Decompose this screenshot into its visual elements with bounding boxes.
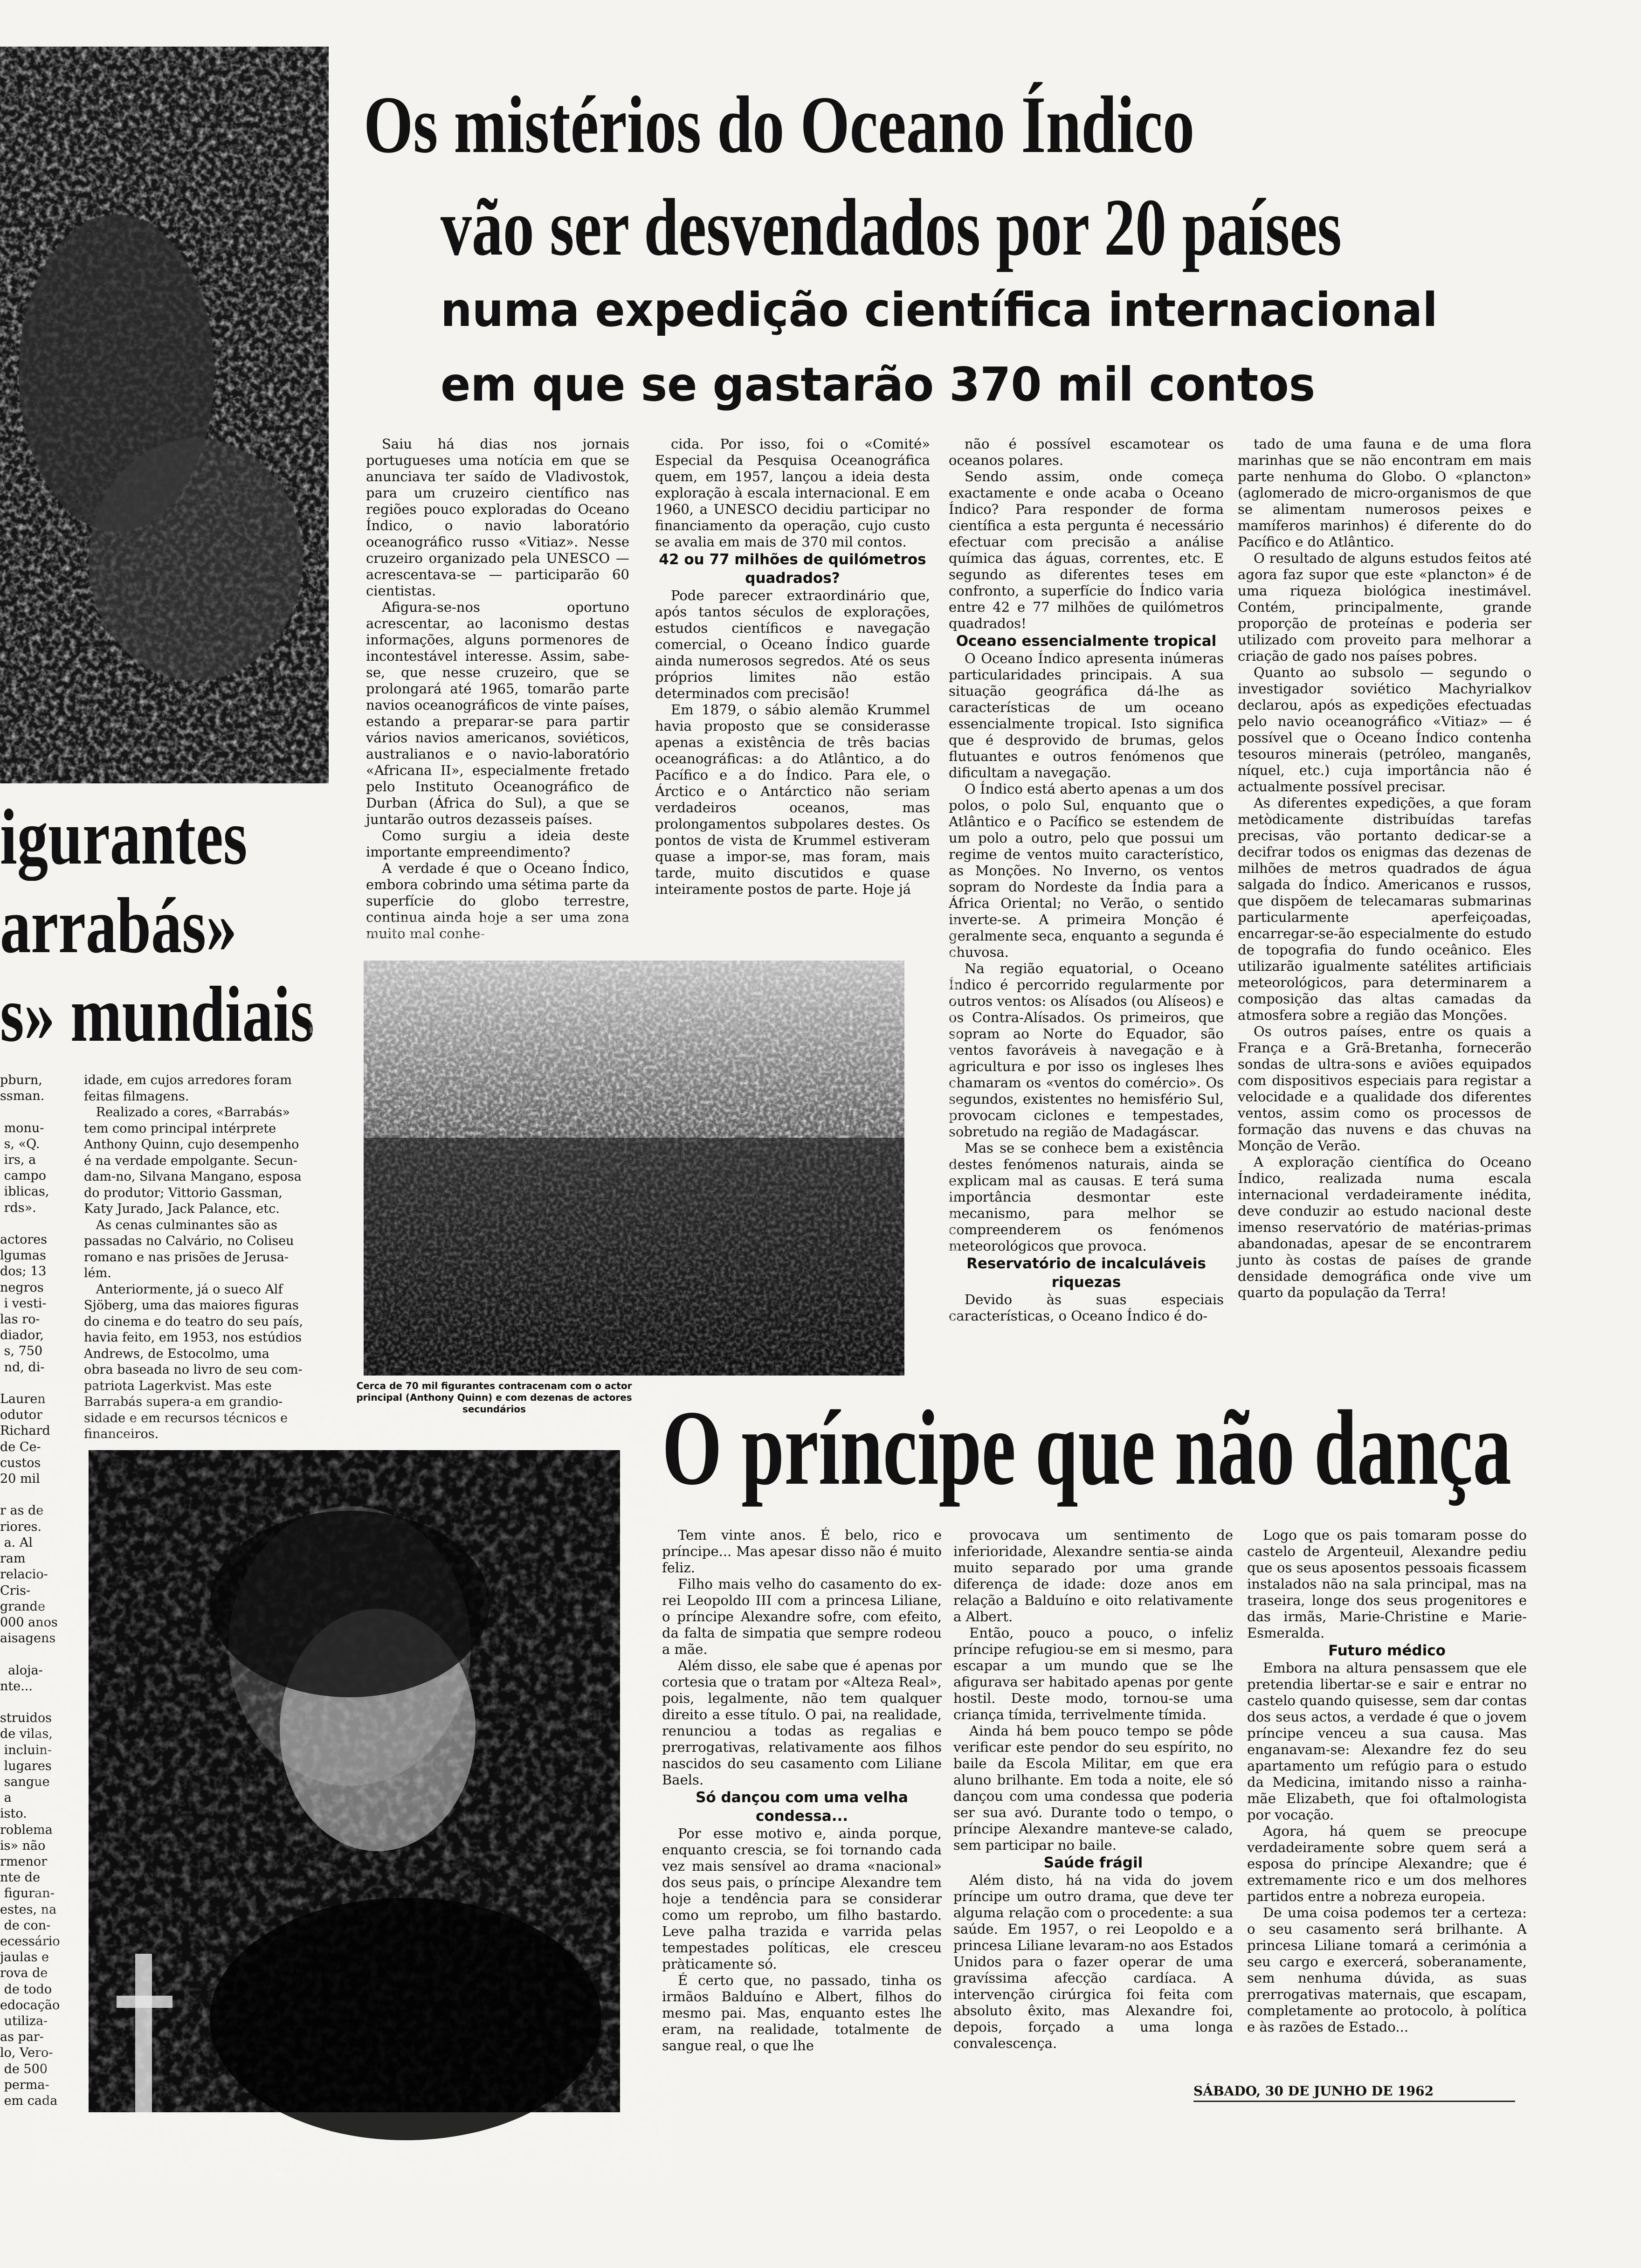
oceano-paragraph: Na região equatorial, o Oceano Índico é percorrido regularmente por outros ventos: os Alísados (ou Alíseos) e os Contra-Alísados. Os primeiros, que sopram ao Norte do Equador, são ventos favoráveis à navegação e à agricultura e por isso os ingleses lhes chamaram os «ventos do comércio». Os segundos, existentes no hemisfério Sul, provocam ciclones e tempestades, sobretudo na região de Madagáscar.: [949, 961, 1224, 1140]
prince-column-3: [1247, 1527, 1527, 2098]
barrabas-headline-line3: s» mundiais: [0, 970, 315, 1058]
crowd-photo: [364, 961, 904, 1376]
prince-subheading: Futuro médico: [1328, 1642, 1446, 1659]
oceano-subheading: Reservatório de incalculáveis riquezas: [966, 1255, 1206, 1291]
barrabas-headline-line1: igurantes: [0, 793, 248, 881]
prince-photo: [89, 1450, 620, 2112]
prince-paragraph: provocava um sentimento de inferioridade, Alexandre sentia-se ainda muito separado por uma grande diferença de idade: doze anos em relação a Balduíno e oito relativamente a Albert.: [953, 1527, 1233, 1625]
barrabas-text-col-a: pburn, ssman. monu- s, «Q. irs, a campo iblicas, rds». actores lgumas dos; 13 negros i vesti- las ro- diador, s, 750 nd, di- Lauren odutor Richard de Ce- custos 20 mil r as de riores. a. Al ram relacio- Cris- grande 000 anos aisagens aloja- nte... struidos de vilas, incluin- lugares sangue a isto. roblema is» não rmenor nte de figuran- estes, na de con- ecessário jaulas e rova de de todo edocação utiliza- as par- lo, Vero- de 500 perma- em cada: [0, 1073, 60, 2108]
prince-subheading: Só dançou com uma velha condessa...: [696, 1789, 908, 1825]
prince-paragraph: Então, pouco a pouco, o infeliz príncipe refugiou-se em si mesmo, para escapar a um mundo que se lhe afigurava ser habitado apenas por gente hostil. Deste modo, tornou-se uma criança tímida, terrivelmente tímida.: [953, 1625, 1233, 1722]
prince-paragraph: Ainda há bem pouco tempo se pôde verificar este pendor do seu espírito, no baile da Escola Militar, em que era aluno brilhante. Em toda a noite, ele só dançou com uma condessa que poderia ser sua avó. Durante todo o tempo, o príncipe Alexandre manteve-se calado, sem participar no baile.: [953, 1723, 1233, 1853]
prince-paragraph: Agora, há quem se preocupe verdadeiramente sobre quem será a esposa do príncipe Alexandre; que é extremamente rico e um dos melhores partidos entre a nobreza europeia.: [1247, 1823, 1527, 1904]
oceano-paragraph: O Oceano Índico apresenta inúmeras particularidades principais. A sua situação geográfica dá-lhe as características de um oceano essencialmente tropical. Isto significa que é desprovido de brumas, gelos flutuantes e outros fenómenos que dificultam a navegação.: [949, 650, 1224, 781]
crowd-photo-texture: [364, 961, 904, 1376]
oceano-column-2: [655, 436, 930, 928]
oceano-paragraph: Devido às suas especiais características, o Oceano Índico é do-: [949, 1292, 1224, 1324]
oceano-paragraph: Pode parecer extraordinário que, após tantos séculos de explorações, estudos científicos e navegação comercial, o Oceano Índico guarde ainda numerosos segredos. Até os seus próprios limites não estão determinados com precisão!: [655, 588, 930, 701]
oceano-subheadline-line2: em que se gastarão 370 mil contos: [441, 357, 1316, 412]
oceano-column-3: [949, 436, 1224, 1371]
oceano-headline-line1: Os mistérios do Oceano Índico: [364, 79, 1195, 170]
oceano-paragraph: A verdade é que o Oceano Índico, embora cobrindo uma sétima parte da superfície do globo terrestre, continua ainda hoje a ser uma zona muito mal conhe-: [366, 860, 629, 941]
prince-paragraph: Por esse motivo e, ainda porque, enquanto crescia, se foi tornando cada vez mais sensível ao drama «nacional» dos seus pais, o príncipe Alexandre tem hoje a tendência para se considerar como um reprobo, um filho bastardo. Leve palha trazida e varrida pelas tempestades políticas, ele cresceu pràticamente só.: [662, 1825, 942, 1972]
prince-paragraph: Filho mais velho do casamento do ex-rei Leopoldo III com a princesa Liliane, o príncipe Alexandre sofre, com efeito, da falta de simpatia que sempre rodeou a mãe.: [662, 1576, 942, 1657]
oceano-column-1: [366, 436, 629, 941]
prince-subheading: Saúde frágil: [1043, 1854, 1143, 1871]
dateline: SÁBADO, 30 DE JUNHO DE 1962: [1193, 2083, 1434, 2099]
barrabas-photo: [0, 47, 329, 783]
oceano-paragraph: cida. Por isso, foi o «Comité» Especial da Pesquisa Oceanográfica quem, em 1957, lançou a ideia desta exploração à escala internacional. E em 1960, a UNESCO decidiu participar no financiamento da operação, cujo custo se avalia em mais de 370 mil contos.: [655, 436, 930, 550]
oceano-paragraph: tado de uma fauna e de uma flora marinhas que se não encontram em mais parte nenhuma do Globo. O «plancton» (aglomerado de micro-organismos de que se alimentam numerosos peixes e mamíferos marinhos) é diferente do do Pacífico e do Atlântico.: [1238, 436, 1531, 550]
prince-paragraph: Além disto, há na vida do jovem príncipe um outro drama, que deve ter alguma relação com o procedente: a sua saúde. Em 1957, o rei Leopoldo e a princesa Liliane levaram-no aos Estados Unidos para o fazer operar de uma gravíssima afecção cardíaca. A intervenção cirúrgica foi feita com absoluto êxito, mas Alexandre foi, depois, forçado a uma longa convalescença.: [953, 1872, 1233, 2051]
barrabas-text-col-b: idade, em cujos arredores foram feitas filmagens. Realizado a cores, «Barrabás» tem como principal intérprete Anthony Quinn, cujo desempenho é na verdade empolgante. Secun- dam-no, Silvana Mangano, esposa do produtor; Vittorio Gassman, Katy Jurado, Jack Palance, etc. As cenas culminantes são as passadas no Calvário, no Coliseu romano e nas prisões de Jerusa- lém. Anteriormente, já o sueco Alf Sjöberg, uma das maiores figuras do cinema e do teatro do seu país, havia feito, em 1953, nos estúdios Andrews, de Estocolmo, uma obra baseada no livro de seu com- patriota Lagerkvist. Mas este Barrabás supera-a em grandio- sidade e em recursos técnicos e financeiros.: [84, 1073, 303, 1441]
oceano-paragraph: O resultado de alguns estudos feitos até agora faz supor que este «plancton» é de uma riqueza biológica inestimável. Contém, principalmente, grande proporção de proteínas e poderia ser utilizado com proveito para melhorar a criação de gado nos países pobres.: [1238, 550, 1531, 664]
prince-paragraph: Logo que os pais tomaram posse do castelo de Argenteuil, Alexandre pediu que os seus aposentos pessoais ficassem instalados não na sala principal, mas na traseira, longe dos seus progenitores e das irmãs, Marie-Christine e Marie-Esmeralda.: [1247, 1527, 1527, 1641]
oceano-paragraph: As diferentes expedições, a que foram metòdicamente distribuídas tarefas precisas, vão portanto dedicar-se a decifrar todos os enigmas das dezenas de milhões de metros quadrados de água salgada do Índico. Americanos e russos, que dispõem de telecamaras submarinas particularmente aperfeiçoadas, encarregar-se-ão especialmente do estudo de topografia do fundo oceânico. Eles utilizarão igualmente satélites artificiais meteorológicos, para determinarem a composição das altas camadas da atmosfera sobre a região das Monções.: [1238, 795, 1531, 1023]
oceano-column-4: [1238, 436, 1531, 1371]
oceano-paragraph: A exploração científica do Oceano Índico, realizada numa escala internacional verdadeiramente inédita, deve conduzir ao estudo nacional deste imenso reservatório de matérias-primas abandonadas, apesar de se encontrarem junto às costas de países de grande densidade demográfica onde vive um quarto da população da Terra!: [1238, 1154, 1531, 1300]
oceano-paragraph: Quanto ao subsolo — segundo o investigador soviético Machyrialkov declarou, após as expedições efectuadas pelo navio oceanográfico «Vitiaz» — é possível que o Oceano Índico contenha tesouros minerais (petróleo, manganês, níquel, etc.) cuja importância não é actualmente possível precisar.: [1238, 664, 1531, 795]
oceano-subheadline-line1: numa expedição científica internacional: [441, 283, 1438, 337]
prince-headline: O príncipe que não dança: [662, 1388, 1511, 1507]
oceano-paragraph: Em 1879, o sábio alemão Krummel havia proposto que se considerasse apenas a existência de três bacias oceanográficas: a do Atlântico, a do Pacífico e a do Índico. Para ele, o Árctico e o Antárctico não seriam verdadeiros oceanos, mas prolongamentos subpolares destes. Os pontos de vista de Krummel estiveram quase a impor-se, mas foram, mais tarde, muito discutidos e quase inteiramente postos de parte. Hoje já: [655, 702, 930, 897]
footer-rule: [1193, 2101, 1515, 2102]
oceano-paragraph: Mas se se conhece bem a existência destes fenómenos naturais, ainda se explicam mal as causas. E terá suma importância desmontar este mecanismo, para melhor se compreenderem os fenómenos meteorológicos que provoca.: [949, 1140, 1224, 1254]
barrabas-photo-texture: [0, 47, 329, 783]
oceano-paragraph: Saiu há dias nos jornais portugueses uma notícia em que se anunciava ter saído de Vladivostok, para um cruzeiro científico nas regiões pouco exploradas do Oceano Índico, o navio laboratório oceanográfico russo «Vitiaz». Nesse cruzeiro organizado pela UNESCO — acrescentava-se — participarão 60 cientistas.: [366, 436, 629, 599]
prince-paragraph: Embora na altura pensassem que ele pretendia libertar-se e sair e entrar no castelo quando quisesse, sem dar contas dos seus actos, a verdade é que o jovem príncipe venceu a sua causa. Mas enganavam-se: Alexandre fez do seu apartamento um refúgio para o estudo da Medicina, imitando nisso a rainha-mãe Elizabeth, que foi oftalmologista por vocação.: [1247, 1660, 1527, 1823]
oceano-paragraph: Sendo assim, onde começa exactamente e onde acaba o Oceano Índico? Para responder de forma científica a esta pergunta é necessário efectuar com precisão a análise química das águas, correntes, etc. E segundo as diferentes teses em confronto, a superfície do Índico varia entre 42 e 77 milhões de quilómetros quadrados!: [949, 469, 1224, 631]
prince-photo-texture: [89, 1450, 620, 2112]
oceano-paragraph: Afigura-se-nos oportuno acrescentar, ao laconismo destas informações, alguns pormenores de incontestável interesse. Assim, sabe-se, que nesse cruzeiro, que se prolongará até 1965, tomarão parte navios oceanográficos de vinte países, estando a preparar-se para partir vários navios americanos, soviéticos, australianos e o navio-laboratório «Africana II», especialmente fretado pelo Instituto Oceanográfico de Durban (África do Sul), a que se juntarão outros dezasseis países.: [366, 599, 629, 827]
prince-column-1: [662, 1527, 942, 2098]
prince-paragraph: É certo que, no passado, tinha os irmãos Balduíno e Albert, filhos do mesmo pai. Mas, enquanto estes lhe eram, na realidade, totalmente de sangue real, o que lhe: [662, 1972, 942, 2054]
prince-paragraph: De uma coisa podemos ter a certeza: o seu casamento será brilhante. A princesa Liliane tomará a cerimónia a seu cargo e exercerá, soberanamente, sem nenhuma dúvida, as suas prerrogativas maternais, que escapam, completamente ao protocolo, à política e às razões de Estado...: [1247, 1905, 1527, 2035]
prince-paragraph: Além disso, ele sabe que é apenas por cortesia que o tratam por «Alteza Real», pois, legalmente, não tem qualquer direito a esse título. O pai, na realidade, renunciou a todas as regalias e prerrogativas, relativamente aos filhos nascidos do seu casamento com Liliane Baels.: [662, 1658, 942, 1788]
oceano-subheading: Oceano essencialmente tropical: [956, 633, 1217, 650]
barrabas-headline-line2: arrabás»: [0, 882, 237, 969]
prince-column-2: [953, 1527, 1233, 2098]
oceano-subheading: 42 ou 77 milhões de quilómetros quadrados?: [659, 551, 926, 587]
prince-paragraph: Tem vinte anos. É belo, rico e príncipe... Mas apesar disso não é muito feliz.: [662, 1527, 942, 1576]
oceano-paragraph: Os outros países, entre os quais a França e a Grã-Bretanha, fornecerão sondas de ultra-sons e aviões equipados com dispositivos especiais para registar a velocidade e a qualidade dos diferentes ventos, assim como os processos de formação das nuvens e das chuvas na Monção de Verão.: [1238, 1023, 1531, 1154]
oceano-paragraph: não é possível escamotear os oceanos polares.: [949, 436, 1224, 468]
oceano-headline-line2: vão ser desvendados por 20 países: [441, 182, 1342, 272]
crowd-photo-caption: Cerca de 70 mil figurantes contracenam com o actor principal (Anthony Quinn) e com dezenas de actores secundários: [356, 1380, 632, 1415]
oceano-paragraph: O Índico está aberto apenas a um dos polos, o polo Sul, enquanto que o Atlântico e o Pacífico se estendem de um polo a outro, pelo que possui um regime de ventos muito característico, as Monções. No Inverno, os ventos sopram do Nordeste da Índia para a África Oriental; no Verão, o sentido inverte-se. A primeira Monção é geralmente seca, enquanto a segunda é chuvosa.: [949, 781, 1224, 960]
oceano-paragraph: Como surgiu a ideia deste importante empreendimento?: [366, 828, 629, 860]
